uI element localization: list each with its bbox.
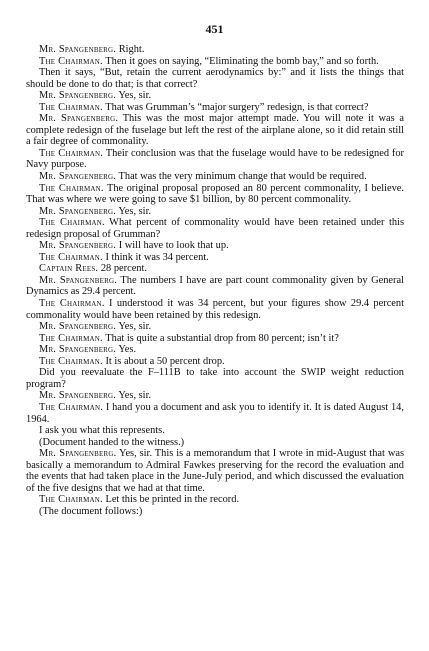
transcript-paragraph — [26, 148, 404, 171]
speaker-name: The Chairman. — [39, 251, 103, 263]
paragraph-text: Then it goes on saying, “Eliminating the bomb bay,” and so forth. — [105, 55, 379, 67]
paragraph-text: I ask you what this represents. — [39, 425, 165, 437]
transcript-paragraph — [26, 390, 404, 402]
paragraph-text: 28 percent. — [100, 263, 147, 275]
transcript-paragraph — [26, 44, 404, 56]
paragraph-text: That was Grumman’s “major surgery” redesign, is that correct? — [105, 101, 369, 113]
paragraph-text: The original proposal proposed an 80 percent commonality, I believe. That was where we were going to save $1 billion, by 80 percent commonality. — [26, 182, 404, 206]
speaker-name: Mr. Spangenberg. — [39, 274, 118, 286]
speaker-name: The Chairman. — [39, 55, 103, 67]
paragraph-text: I will have to look that up. — [118, 240, 229, 252]
speaker-name: The Chairman. — [39, 298, 105, 310]
speaker-name: Mr. Spangenberg. — [39, 44, 117, 55]
paragraph-text: It is about a 50 percent drop. — [105, 355, 225, 367]
paragraph-text: (The document follows:) — [39, 505, 143, 517]
transcript-paragraph — [26, 298, 404, 321]
paragraph-text: What percent of commonality would have been retained under this redesign proposal of Grumman? — [26, 217, 404, 240]
transcript-paragraph — [26, 506, 404, 518]
transcript-paragraph — [26, 333, 404, 345]
speaker-name: Mr. Spangenberg. — [39, 171, 117, 183]
transcript-paragraph — [26, 113, 404, 148]
transcript-paragraph — [26, 356, 404, 368]
speaker-name: Mr. Spangenberg. — [39, 344, 117, 356]
paragraph-text: This was the most major attempt made. You will note it was a complete redesign of the fuselage but left the rest of the airplane alone, so it did retain still a fair degree of commonality. — [26, 113, 404, 148]
speaker-name: The Chairman. — [39, 147, 104, 159]
transcript-paragraph — [26, 402, 404, 425]
transcript-paragraph — [26, 252, 404, 264]
paragraph-text: That was the very minimum change that would be required. — [118, 171, 367, 183]
paragraph-text: I understood it was 34 percent, but your figures show 29.4 percent commonality would have been retained by this redesign. — [26, 298, 404, 321]
paragraph-text: The numbers I have are part count commonality given by General Dynamics as 29.4 percent. — [26, 274, 404, 298]
transcript-paragraph — [26, 240, 404, 252]
transcript-paragraph — [26, 437, 404, 449]
speaker-name: The Chairman. — [39, 101, 103, 113]
transcript-paragraph — [26, 344, 404, 356]
speaker-name: Mr. Spangenberg. — [39, 448, 117, 460]
speaker-name: Captain Rees. — [39, 263, 99, 275]
speaker-name: Mr. Spangenberg. — [39, 113, 119, 125]
transcript-paragraph — [26, 263, 404, 275]
transcript-paragraph — [26, 206, 404, 218]
transcript-body — [26, 44, 404, 517]
paragraph-text: Yes, sir. — [118, 321, 152, 333]
paragraph-text: Yes, sir. — [118, 205, 152, 217]
speaker-name: Mr. Spangenberg. — [39, 205, 117, 217]
transcript-paragraph — [26, 494, 404, 506]
transcript-paragraph — [26, 183, 404, 206]
paragraph-text: (Document handed to the witness.) — [39, 436, 185, 448]
paragraph-text: Their conclusion was that the fuselage would have to be redesigned for Navy purpose. — [26, 147, 404, 171]
transcript-paragraph — [26, 217, 404, 240]
paragraph-text: Yes, sir. — [118, 390, 152, 402]
paragraph-text: Yes. — [118, 344, 137, 356]
speaker-name: The Chairman. — [39, 494, 103, 506]
speaker-name: The Chairman. — [39, 182, 104, 194]
transcript-paragraph — [26, 425, 404, 437]
paragraph-text: Then it says, “But, retain the current aerodynamics by:” and it lists the things that should be done to do that; is that correct? — [26, 67, 404, 90]
transcript-paragraph — [26, 367, 404, 390]
paragraph-text: Yes, sir. This is a memorandum that I wrote in mid-August that was basically a memorandum to Admiral Fawkes preserving for the record the evaluation and the events that had taken place in the June-July period, and which discussed the evaluation of the five designs that we had at that time. — [26, 448, 404, 494]
paragraph-text: That is quite a substantial drop from 80 percent; isn’t it? — [105, 332, 339, 344]
paragraph-text: Let this be printed in the record. — [105, 494, 240, 506]
paragraph-text: Did you reevaluate the F–111B to take into account the SWIP weight reduction program? — [26, 367, 404, 390]
speaker-name: Mr. Spangenberg. — [39, 321, 117, 333]
speaker-name: Mr. Spangenberg. — [39, 390, 117, 402]
speaker-name: The Chairman. — [39, 332, 103, 344]
transcript-paragraph — [26, 171, 404, 183]
transcript-paragraph — [26, 321, 404, 333]
transcript-paragraph — [26, 275, 404, 298]
transcript-paragraph — [26, 56, 404, 68]
paragraph-text: I think it was 34 percent. — [105, 251, 209, 263]
paragraph-text: I hand you a document and ask you to identify it. It is dated August 14, 1964. — [26, 401, 404, 425]
speaker-name: Mr. Spangenberg. — [39, 90, 117, 102]
paragraph-text: Right. — [118, 44, 145, 55]
transcript-paragraph — [26, 67, 404, 90]
transcript-paragraph — [26, 102, 404, 114]
speaker-name: The Chairman. — [39, 217, 105, 229]
transcript-paragraph — [26, 90, 404, 102]
speaker-name: Mr. Spangenberg. — [39, 240, 117, 252]
speaker-name: The Chairman. — [39, 401, 104, 413]
speaker-name: The Chairman. — [39, 355, 103, 367]
transcript-paragraph — [26, 448, 404, 494]
page-number: 451 — [205, 22, 224, 36]
paragraph-text: Yes, sir. — [118, 90, 152, 102]
